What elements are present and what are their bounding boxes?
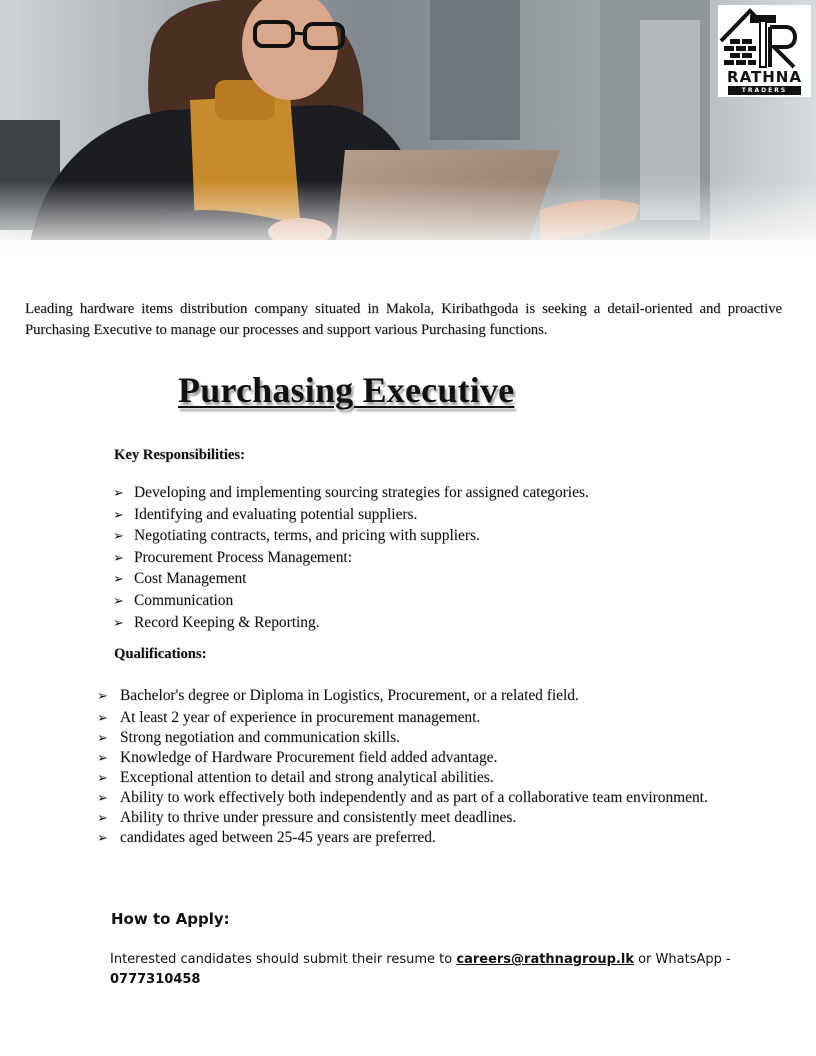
arrow-bullet-icon: ➢ [97,730,108,745]
list-item: ➢ Cost Management [113,568,589,590]
arrow-bullet-icon: ➢ [113,485,124,500]
company-logo [718,5,811,97]
arrow-bullet-icon: ➢ [113,571,124,587]
list-item: ➢ Procurement Process Management: [113,547,589,569]
apply-heading: How to Apply: [111,910,230,928]
list-item: ➢ At least 2 year of experience in procurement management. [97,709,481,726]
arrow-bullet-icon: ➢ [113,528,124,544]
list-item: ➢ Ability to work effectively both independently and as part of a collaborative team environment. [97,789,708,806]
list-item: ➢ Identifying and evaluating potential suppliers. [113,504,589,526]
list-item: ➢ Bachelor's degree or Diploma in Logistics, Procurement, or a related field. [97,687,579,704]
responsibilities-list [113,482,589,633]
qualifications-list [97,686,737,848]
arrow-bullet-icon: ➢ [97,790,108,805]
list-item: ➢ Communication [113,590,589,612]
whatsapp-number: 0777310458 [110,972,201,987]
responsibilities-heading: Key Responsibilities: [114,447,245,463]
list-item: ➢ candidates aged between 25-45 years are preferred. [97,829,436,846]
arrow-bullet-icon: ➢ [97,770,108,785]
logo-name: RATHNA [727,68,802,86]
email-link[interactable]: careers@rathnagroup.lk [456,952,634,967]
arrow-bullet-icon: ➢ [97,810,108,825]
arrow-bullet-icon: ➢ [113,549,124,565]
list-item: ➢ Record Keeping & Reporting. [113,612,589,634]
list-item: ➢ Knowledge of Hardware Procurement field added advantage. [97,749,498,766]
arrow-bullet-icon: ➢ [97,710,108,725]
intro-paragraph: Leading hardware items distribution company situated in Makola, Kiribathgoda is seeking a detail-oriented and proactive Purchasing Executive to manage our processes and support various Purchasing functions. [25,301,782,338]
logo-tagline: TRADERS [728,86,801,95]
arrow-bullet-icon: ➢ [97,688,108,703]
arrow-bullet-icon: ➢ [97,830,108,845]
list-item: ➢ Negotiating contracts, terms, and pricing with suppliers. [113,525,589,547]
hero-photo [0,0,816,258]
apply-text: Interested candidates should submit their resume to careers@rathnagroup.lk or WhatsApp - 0777310458 [110,952,731,987]
list-item: ➢ Developing and implementing sourcing strategies for assigned categories. [113,482,589,504]
arrow-bullet-icon: ➢ [97,750,108,765]
arrow-bullet-icon: ➢ [113,614,124,630]
arrow-bullet-icon: ➢ [113,592,124,608]
arrow-bullet-icon: ➢ [113,506,124,522]
list-item: ➢ Ability to thrive under pressure and consistently meet deadlines. [97,809,517,826]
qualifications-heading: Qualifications: [114,646,207,662]
page-title: Purchasing Executive [178,370,515,410]
list-item: ➢ Exceptional attention to detail and strong analytical abilities. [97,769,494,786]
list-item: ➢ Strong negotiation and communication skills. [97,729,400,746]
